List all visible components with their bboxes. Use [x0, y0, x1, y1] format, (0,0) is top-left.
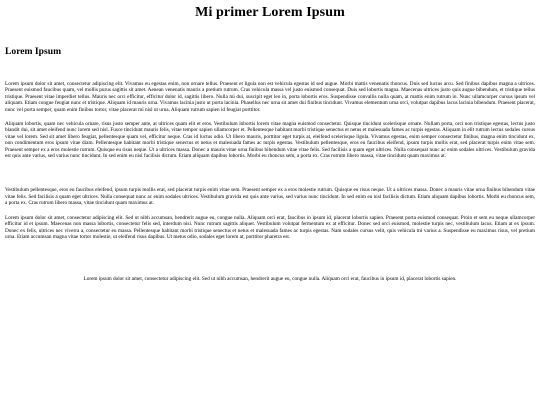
paragraph-5: Lorem ipsum dolor sit amet, consectetur adipiscing elit. Sed ut nibh accumsan, hendrerit augue eu, congue nulla. Aliquam orci erat, faucibus in ipsum id, placerat lobortis sapien.	[83, 276, 457, 283]
paragraph-4: Lorem ipsum dolor sit amet, consectetur adipiscing elit. Sed ut nibh accumsan, hendrerit augue eu, congue nulla. Aliquam orci erat, faucibus in ipsum id, placerat lobortis sapien. Praesent porta euismod consequat. Proin et sem eu neque ullamcorper efficitur id et ipsum. Maecenas non massa lobortis, consectetur felis sed, interdum nisi. Nunc rutrum sagittis aliquet. Vestibulum volutpat fermentum ex at efficitur. Donec sed orci euismod, molestie turpis nec, vestibulum lacus. Etiam at ex ipsum. Donec ex felis, ultrices nec viverra a, consectetur eu massa. Pellentesque habitant morbi tristique senectus et netus et malesuada fames ac turpis egestas. Nam sodales cursus velit, quis vehicula mi varius a. Suspendisse eu maximus risus, vel pretium urna. Etiam accumsan magna vitae tortor molestie, ut eleifend risus dapibus. Ut metus odio, sodales eget lorem at, porttitor pharetra est.	[5, 214, 535, 240]
document-page	[0, 4, 540, 283]
paragraph-1: Lorem ipsum dolor sit amet, consectetur adipiscing elit. Vivamus eu egestas enim, non ornare tellus. Praesent et ligula non est vehicula egestas id sed augue. Morbi mattis venenatis rhoncus. Duis sed luctus arcu. Sed finibus dapibus magna a ultrices. Praesent euismod faucibus quam, vel mollis purus sagittis sit amet. Aenean venenatis mauris a pretium rutrum. Cras vehicula massa vel justo euismod consequat. Duis sed lobortis magna. Maecenas ultrices justo quis augue bibendum, et tristique tellus tristique. Praesent vitae imperdiet tellus. Mauris nec orci efficitur, efficitur dolor id, sagittis libero. Nulla mi dui, suscipit eget leo in, porta lobortis eros. Suspendisse convallis nulla quam, at mattis enim rutrum in. Nunc ullamcorper cursus ipsum vel aliquam. Etiam congue feugiat nunc et tristique. Aliquam id mauris urna. Vivamus lacinia justo ut porta lacinia. Phasellus nec urna sit amet dui finibus tincidunt. Vivamus elementum urna orci, volutpat dapibus lacus lacinia bibendum. Praesent placerat, nunc vel porta semper, quam enim finibus tortor, vitae placerat mi nisl ut urna. Aliquam rutrum sapien id feugiat porttitor.	[5, 81, 535, 113]
page-title: Mi primer Lorem Ipsum	[195, 5, 345, 20]
section-heading: Lorem Ipsum	[5, 46, 62, 57]
paragraph-3: Vestibulum pellentesque, eros eu faucibus eleifend, ipsum turpis mollis erat, sed placerat turpis enim vitae sem. Praesent semper ex a eros molestie rutrum. Quisque eu risus neque. Ut a ultrices massa. Donec a mauris vitae urna finibus bibendum vitae vitae felis. Sed facilisis a quam eget ultrices. Nulla consequat nunc ac enim sodales ultrices. Vestibulum gravida est quis ante varius, sed varius nunc tincidunt. In sed enim eu nisl facilisis dictum. Etiam aliquam dapibus lobortis. Morbi eu rhoncus sem, a porta ex. Cras rutrum libero massa, vitae tincidunt quam maximus at.	[5, 187, 535, 207]
paragraph-2: Aliquam lobortis, quam nec vehicula ornare, risus justo semper ante, at ultrices quam elit et eros. Vestibulum lobortis lorem vitae magna euismod consectetur. Quisque tincidunt scelerisque ornare. Nullam porta, orci non tristique egestas, lectus justo blandit dui, sit amet eleifend nunc lorem sed nisl. Fusce tincidunt mauris felis, vitae tempor sapien ullamcorper et. Pellentesque habitant morbi tristique senectus et netus et malesuada fames ac turpis egestas. Aliquam in elit rutrum lectus sodales cursus vitae vel lorem. Sed sit amet libero feugiat, pellentesque quam vel, efficitur neque. Cras id luctus odio. Ut libero mauris, porttitor eget turpis at, eleifend scelerisque ligula. Vivamus egestas, enim semper consectetur finibus, magna enim tincidunt ex, non condimentum eros ipsum vitae diam. Pellentesque habitant morbi tristique senectus et netus et malesuada fames ac turpis egestas. Vestibulum pellentesque, eros eu faucibus eleifend, ipsum turpis mollis erat, sed placerat turpis enim vitae sem. Praesent semper ex a eros molestie rutrum. Quisque eu risus neque. Ut a ultrices massa. Donec a mauris vitae urna finibus bibendum vitae vitae felis. Sed facilisis a quam eget ultrices. Nulla consequat nunc ac enim sodales ultrices. Vestibulum gravida est quis ante varius, sed varius nunc tincidunt. In sed enim eu nisl facilisis dictum. Etiam aliquam dapibus lobortis. Morbi eu rhoncus sem, a porta ex. Cras rutrum libero massa, vitae tincidunt quam maximus at.	[5, 121, 535, 160]
